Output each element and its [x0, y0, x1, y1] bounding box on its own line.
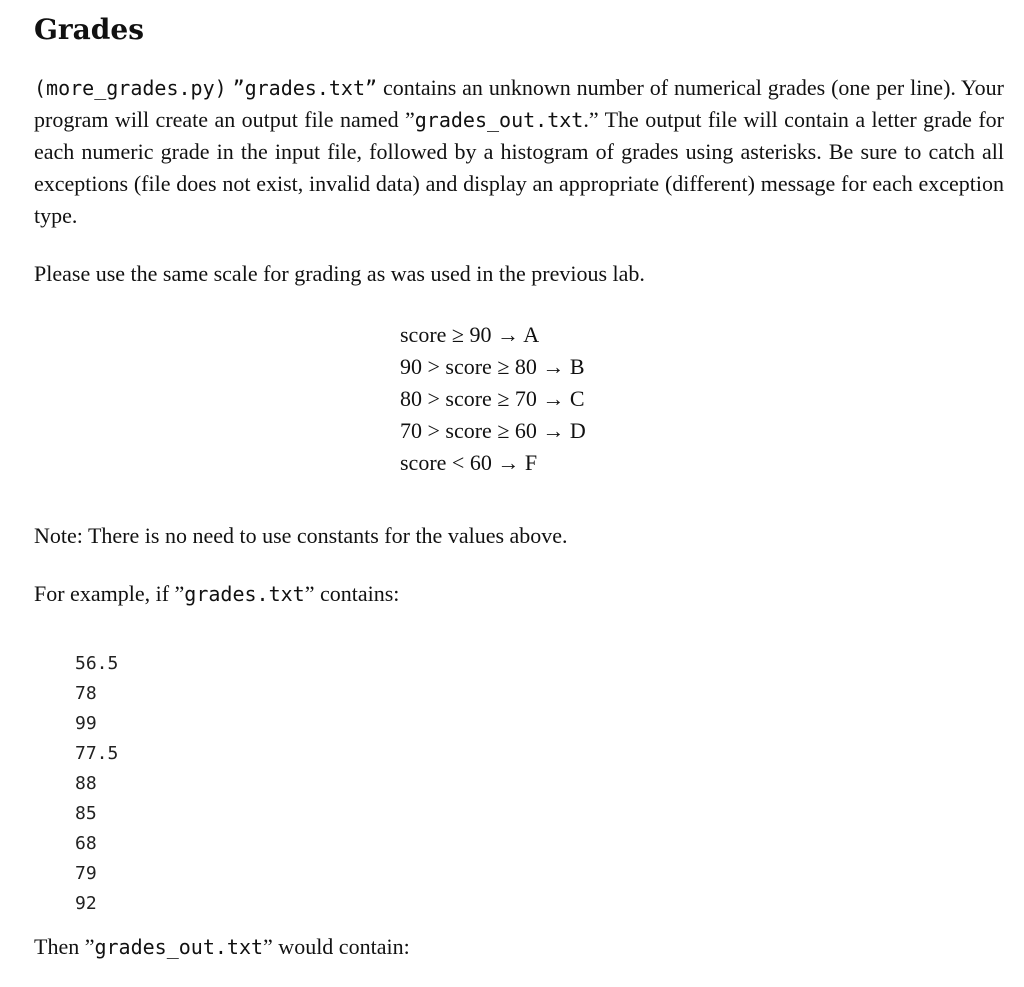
grade-line: 99 — [75, 713, 97, 734]
grade-line: 77.5 — [75, 743, 119, 764]
grade-line: 68 — [75, 833, 97, 854]
document-page — [34, 12, 1004, 959]
then-suffix: ” would contain: — [263, 934, 410, 959]
intro-paragraph — [34, 72, 1004, 232]
grade-line: 78 — [75, 683, 97, 704]
example-file-name: grades.txt — [184, 582, 305, 606]
example-intro — [34, 578, 1004, 610]
scale-row-c: 80 > score ≥ 70 → C — [400, 386, 585, 411]
example-prefix: For example, if ” — [34, 581, 185, 606]
grade-line: 85 — [75, 803, 97, 824]
then-paragraph — [34, 931, 1004, 963]
grade-line: 56.5 — [75, 653, 119, 674]
page-title: Grades — [34, 13, 144, 46]
input-file-name: ”grades.txt” — [232, 76, 378, 100]
scale-intro: Please use the same scale for grading as was used in the previous lab. — [34, 261, 645, 286]
output-file-name: grades_out.txt — [414, 108, 584, 132]
then-prefix: Then ” — [34, 934, 95, 959]
scale-row-b: 90 > score ≥ 80 → B — [400, 354, 585, 379]
then-file-name: grades_out.txt — [94, 935, 264, 959]
grade-line: 79 — [75, 863, 97, 884]
grade-line: 92 — [75, 893, 97, 914]
grading-scale — [400, 319, 586, 479]
intro-text-1: contains an unknown number of numerical grades (one per line). Your program will create an output file named ” — [34, 75, 1004, 132]
example-suffix: ” contains: — [304, 581, 400, 606]
intro-text-2: .” The output file will contain a letter grade for each numeric grade in the input file, followed by a histogram of grades using asterisks. Be sure to catch all exceptions (file does not exist, invalid data) and display an appropriate (different) message for each exception type. — [34, 107, 1004, 228]
note-paragraph: Note: There is no need to use constants for the values above. — [34, 523, 568, 548]
scale-row-a: score ≥ 90 → A — [400, 322, 540, 347]
grade-line: 88 — [75, 773, 97, 794]
example-grades-list — [75, 649, 118, 919]
script-name: (more_grades.py) — [34, 76, 227, 100]
scale-row-d: 70 > score ≥ 60 → D — [400, 418, 586, 443]
scale-row-f: score < 60 → F — [400, 450, 538, 475]
